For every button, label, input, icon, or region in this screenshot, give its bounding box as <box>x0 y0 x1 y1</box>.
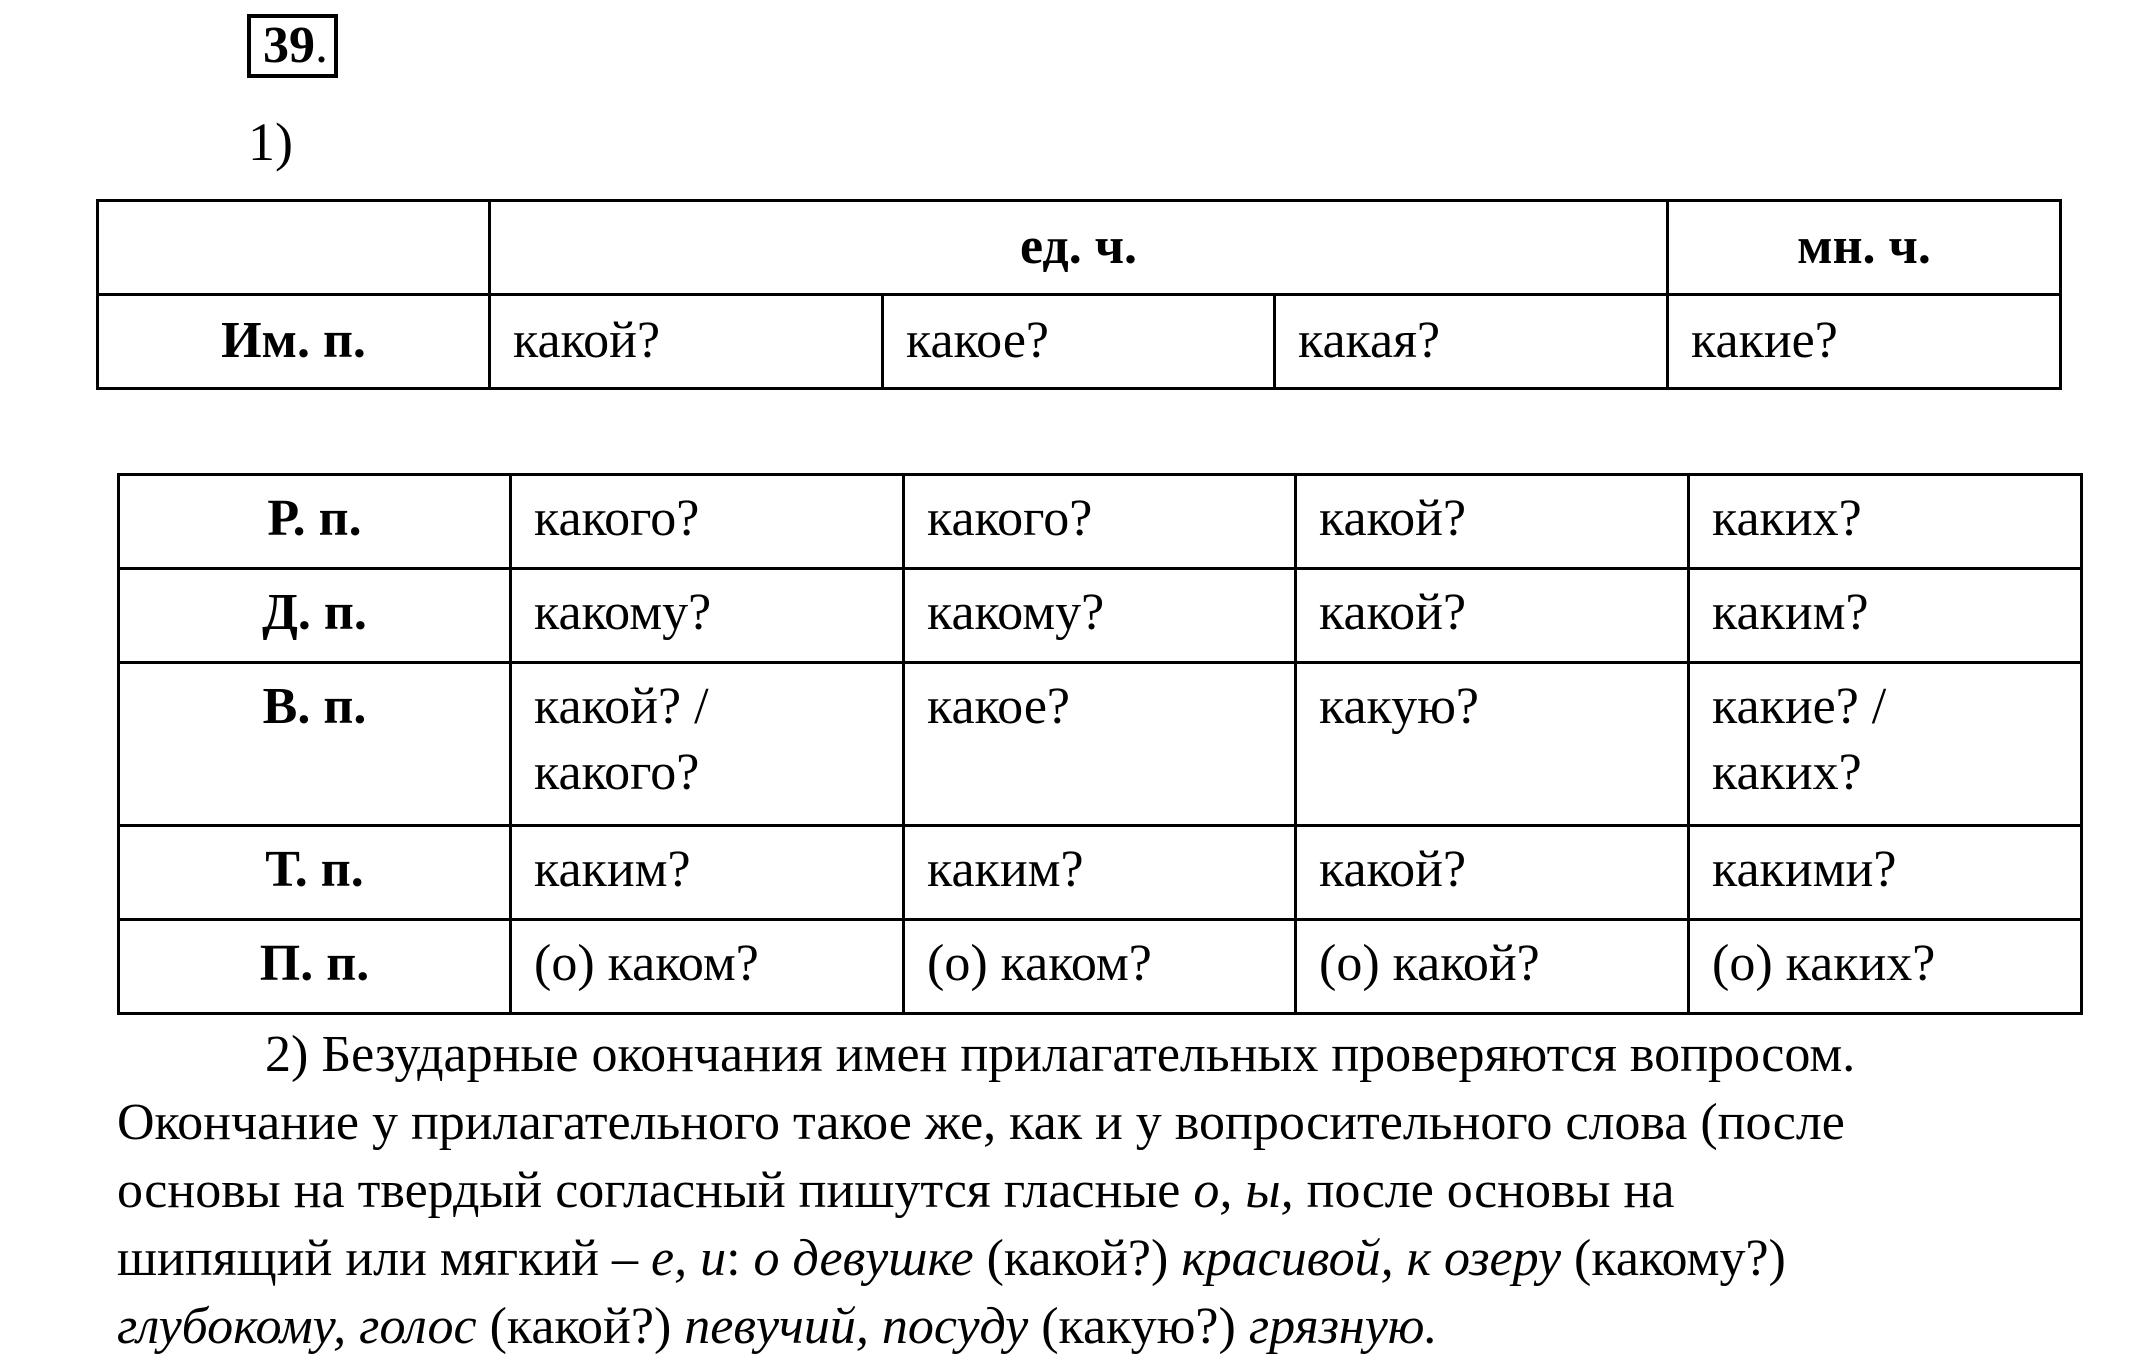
oblique-cases-table <box>117 473 2083 1015</box>
italic-segment: глубокому, голос <box>117 1298 477 1355</box>
paragraph-line-4 <box>117 1225 2097 1293</box>
question-cell-plural <box>1689 569 2082 663</box>
case-label: П. п. <box>119 920 511 1014</box>
italic-segment: о девушке <box>753 1230 974 1287</box>
case-label: Д. п. <box>119 569 511 663</box>
question-cell-masc <box>511 826 904 920</box>
italic-segment: певучий, посуду <box>684 1298 1029 1355</box>
text-segment: после основы на <box>1293 1162 1675 1219</box>
nominative-plural: какие? <box>1668 295 2061 389</box>
paragraph-line-3 <box>117 1157 2097 1225</box>
paragraph-line-2-text: Окончание у прилагательного такое же, как и у вопросительного слова (после <box>117 1094 1845 1151</box>
question-text: какой? <box>1319 841 1467 898</box>
table-row <box>119 663 2082 826</box>
question-text: каких? <box>1712 490 1862 547</box>
paragraph-line-1-text: 2) Безударные окончания имен прилагательных проверяются вопросом. <box>265 1026 1856 1083</box>
question-cell-masc <box>511 569 904 663</box>
task-number: 39 <box>263 17 315 74</box>
nominative-table <box>96 199 2062 390</box>
header-plural: мн. ч. <box>1668 201 2061 295</box>
question-text: каким? <box>534 841 691 898</box>
text-segment: (какую?) <box>1028 1298 1249 1355</box>
question-text: какой? <box>1319 490 1467 547</box>
italic-segment: о, ы, <box>1193 1162 1294 1219</box>
question-text: какие? / <box>1712 678 1887 735</box>
question-text: (о) каком? <box>927 935 1152 992</box>
question-text: какому? <box>927 584 1105 641</box>
text-segment: (какой?) <box>973 1230 1182 1287</box>
text-segment: (какой?) <box>476 1298 685 1355</box>
question-text: какое? <box>927 678 1070 735</box>
question-cell-fem <box>1296 475 1689 569</box>
question-cell-plural <box>1689 920 2082 1014</box>
question-text: (о) каком? <box>534 935 759 992</box>
header-singular: ед. ч. <box>490 201 1668 295</box>
question-text: какой? / <box>534 678 709 735</box>
question-cell-neut <box>904 920 1296 1014</box>
table1-nominative-row <box>98 295 2061 389</box>
text-segment: : <box>726 1230 754 1287</box>
paragraph-line-5 <box>117 1293 2097 1361</box>
header-empty-cell <box>98 201 490 295</box>
question-text: какими? <box>1712 841 1897 898</box>
table1-header-row <box>98 201 2061 295</box>
question-text: какого? <box>534 490 700 547</box>
task-number-dot: . <box>315 17 328 74</box>
oblique-cases-body <box>119 475 2082 1014</box>
question-cell-neut <box>904 475 1296 569</box>
part-two-paragraph <box>117 1021 2097 1361</box>
question-text: (о) какой? <box>1319 935 1540 992</box>
question-cell-neut <box>904 826 1296 920</box>
nominative-masc: какой? <box>490 295 883 389</box>
question-text: каким? <box>1712 584 1869 641</box>
table-row <box>119 920 2082 1014</box>
question-text: какого? <box>534 744 700 801</box>
question-text: какому? <box>534 584 712 641</box>
question-cell-masc <box>511 475 904 569</box>
case-label: Т. п. <box>119 826 511 920</box>
text-segment: шипящий или мягкий – <box>117 1230 651 1287</box>
question-text: каких? <box>1712 744 1862 801</box>
question-text: (о) каких? <box>1712 935 1936 992</box>
italic-segment: е, и <box>651 1230 727 1287</box>
question-text: какого? <box>927 490 1093 547</box>
question-cell-plural <box>1689 663 2082 826</box>
italic-segment: грязную. <box>1248 1298 1438 1355</box>
case-label: Р. п. <box>119 475 511 569</box>
nominative-fem: какая? <box>1275 295 1668 389</box>
question-cell-fem <box>1296 826 1689 920</box>
question-cell-plural <box>1689 475 2082 569</box>
question-cell-masc <box>511 663 904 826</box>
text-segment: основы на твердый согласный пишутся гласные <box>117 1162 1194 1219</box>
case-nominative: Им. п. <box>98 295 490 389</box>
text-segment: (какому?) <box>1561 1230 1786 1287</box>
question-cell-fem <box>1296 569 1689 663</box>
table-row <box>119 826 2082 920</box>
case-label: В. п. <box>119 663 511 826</box>
paragraph-line-1 <box>117 1021 2097 1089</box>
table-row <box>119 475 2082 569</box>
question-cell-neut <box>904 569 1296 663</box>
question-cell-fem <box>1296 663 1689 826</box>
question-text: какой? <box>1319 584 1467 641</box>
question-cell-fem <box>1296 920 1689 1014</box>
nominative-neut: какое? <box>883 295 1275 389</box>
question-cell-neut <box>904 663 1296 826</box>
italic-segment: красивой, к озеру <box>1181 1230 1562 1287</box>
paragraph-line-2 <box>117 1089 2097 1157</box>
question-text: какую? <box>1319 678 1480 735</box>
question-cell-masc <box>511 920 904 1014</box>
table-row <box>119 569 2082 663</box>
question-text: каким? <box>927 841 1084 898</box>
part-one-label: 1) <box>248 112 293 172</box>
task-number-box <box>247 14 338 78</box>
question-cell-plural <box>1689 826 2082 920</box>
